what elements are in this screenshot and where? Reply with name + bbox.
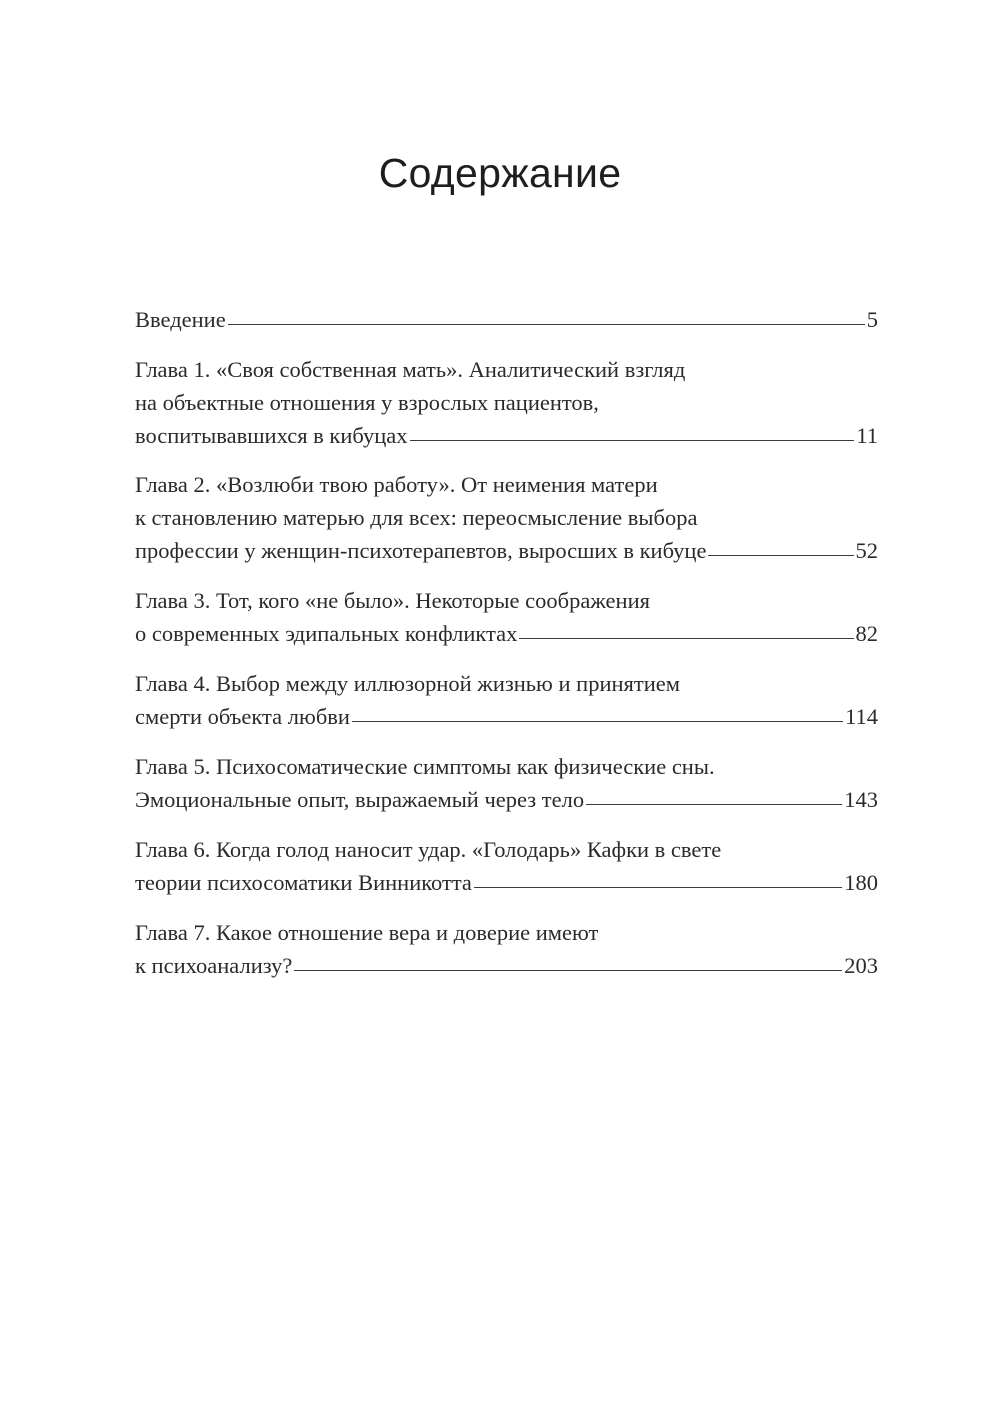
toc-entry-text: Глава 1. «Своя собственная мать». Аналитический взгляд — [135, 357, 686, 382]
toc-page-number: 11 — [856, 423, 878, 448]
toc-entry-last-line — [135, 617, 878, 650]
toc-entry-text: о современных эдипальных конфликтах — [135, 621, 518, 646]
dot-leader — [410, 440, 855, 441]
toc-entry-last-line — [135, 700, 878, 733]
toc-entry-chapter-6 — [135, 833, 878, 899]
toc-entry-last-line — [135, 949, 878, 982]
toc-page-number: 180 — [844, 870, 878, 895]
toc-entry-chapter-5 — [135, 750, 878, 816]
toc-page-number: 114 — [845, 704, 878, 729]
dot-leader — [586, 804, 842, 805]
dot-leader — [294, 970, 842, 971]
toc-entry-text: Глава 4. Выбор между иллюзорной жизнью и принятием — [135, 671, 680, 696]
toc-page-number: 52 — [855, 538, 878, 563]
toc-entry-text: Эмоциональные опыт, выражаемый через тело — [135, 787, 585, 812]
toc-entry-last-line — [135, 866, 878, 899]
toc-entry-text: теории психосоматики Винникотта — [135, 870, 472, 895]
dot-leader — [708, 555, 853, 556]
toc-page-number: 143 — [844, 787, 878, 812]
dot-leader — [519, 638, 853, 639]
toc-page-number: 82 — [855, 621, 878, 646]
toc-entry-last-line — [135, 783, 878, 816]
dot-leader — [352, 721, 843, 722]
dot-leader — [228, 324, 865, 325]
toc-entry-text: воспитывавшихся в кибуцах — [135, 423, 408, 448]
toc-entry-text: смерти объекта любви — [135, 704, 350, 729]
toc-entry-chapter-2 — [135, 468, 878, 567]
toc-entry-last-line — [135, 534, 878, 567]
toc-entry-last-line — [135, 419, 878, 452]
dot-leader — [474, 887, 842, 888]
toc-entry-chapter-3 — [135, 584, 878, 650]
toc-entry-chapter-7 — [135, 916, 878, 982]
toc-entry-text: к становлению матерью для всех: переосмысление выбора — [135, 505, 698, 530]
toc-entry-text: Глава 5. Психосоматические симптомы как физические сны. — [135, 754, 715, 779]
toc-page-number: 203 — [844, 953, 878, 978]
toc-entry-text: на объектные отношения у взрослых пациентов, — [135, 390, 599, 415]
toc-entry-text: Глава 6. Когда голод наносит удар. «Голодарь» Кафки в свете — [135, 837, 722, 862]
page-title: Содержание — [378, 150, 622, 196]
toc-entry-text: Введение — [135, 307, 226, 332]
toc-entry-text: Глава 2. «Возлюби твою работу». От неимения матери — [135, 472, 658, 497]
toc-page-number: 5 — [866, 307, 878, 332]
toc-entry-chapter-1 — [135, 353, 878, 452]
toc-entry-text: к психоанализу? — [135, 953, 293, 978]
toc-entry-text: Глава 3. Тот, кого «не было». Некоторые соображения — [135, 588, 650, 613]
toc-entry-text: Глава 7. Какое отношение вера и доверие имеют — [135, 920, 599, 945]
toc-entry-intro — [135, 303, 878, 336]
toc-entry-text: профессии у женщин-психотерапевтов, выросших в кибуце — [135, 538, 707, 563]
toc-entry-chapter-4 — [135, 667, 878, 733]
toc-entry-last-line — [135, 303, 878, 336]
